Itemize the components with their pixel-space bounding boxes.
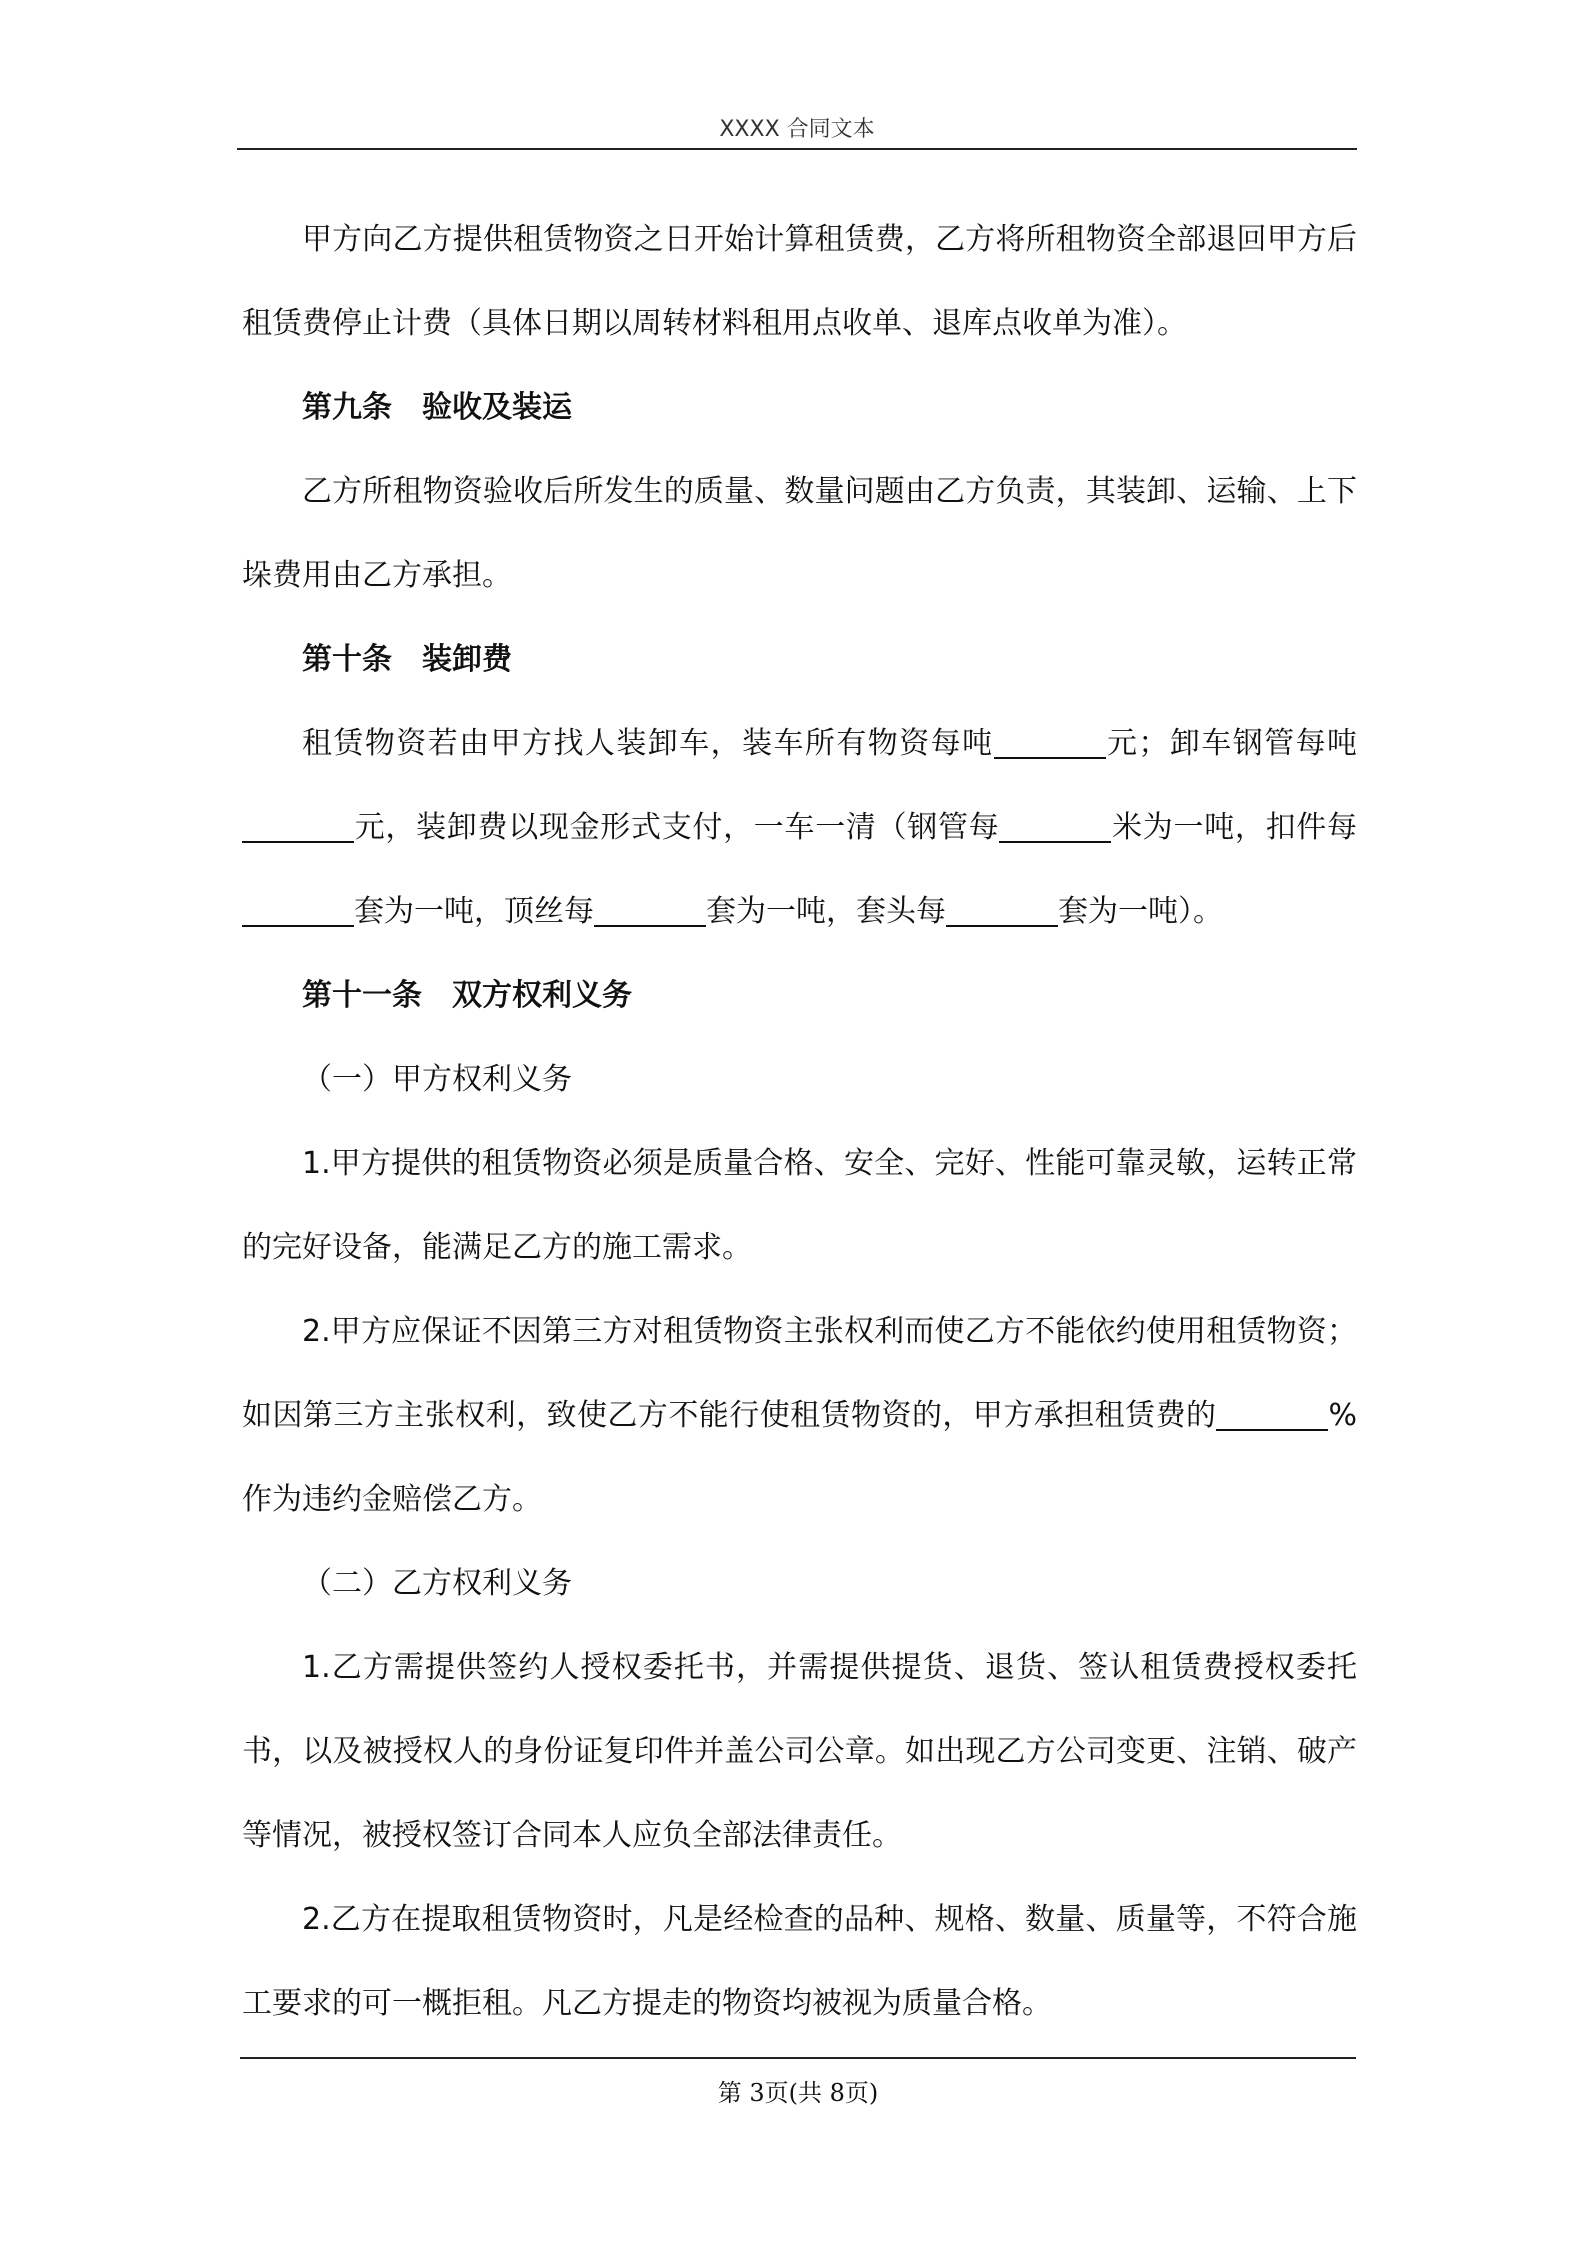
- footer-divider: [240, 2057, 1356, 2059]
- article-title: 双方权利义务: [452, 978, 632, 1013]
- document-body: [242, 198, 1357, 2046]
- fill-blank[interactable]: [1216, 1401, 1328, 1431]
- text-run: 元，装卸费以现金形式支付，一车一清（钢管每: [354, 810, 1000, 845]
- article-number: 第十一条: [302, 978, 422, 1013]
- article-9-heading: [242, 366, 1357, 450]
- paragraph-party-b-1: 1.乙方需提供签约人授权委托书，并需提供提货、退货、签认租赁费授权委托书，以及被授权人的身份证复印件并盖公司公章。如出现乙方公司变更、注销、破产等情况，被授权签订合同本人应负全部法律责任。: [242, 1650, 1357, 1853]
- paragraph-party-a-2: [242, 1290, 1357, 1542]
- text-run: 套为一吨，顶丝每: [354, 894, 594, 929]
- article-number: 第十条: [302, 642, 392, 677]
- fill-blank[interactable]: [242, 813, 354, 843]
- paragraph-handling-fee: [242, 702, 1357, 954]
- subsection-party-b: （二）乙方权利义务: [302, 1566, 572, 1601]
- page-number: 第 3页(共 8页): [717, 2079, 879, 2107]
- paragraph-party-a-1: 1.甲方提供的租赁物资必须是质量合格、安全、完好、性能可靠灵敏，运转正常的完好设备，能满足乙方的施工需求。: [242, 1146, 1357, 1265]
- paragraph-party-b-2: 2.乙方在提取租赁物资时，凡是经检查的品种、规格、数量、质量等，不符合施工要求的可一概拒租。凡乙方提走的物资均被视为质量合格。: [242, 1902, 1357, 2021]
- article-number: 第九条: [302, 390, 392, 425]
- page-header: XXXX 合同文本: [719, 117, 875, 142]
- article-10-heading: [242, 618, 1357, 702]
- header-divider: [237, 148, 1357, 150]
- paragraph-rent-period: 甲方向乙方提供租赁物资之日开始计算租赁费，乙方将所租物资全部退回甲方后租赁费停止计费（具体日期以周转材料租用点收单、退库点收单为准）。: [242, 222, 1357, 341]
- text-run: 2.甲方应保证不因第三方对租赁物资主张权利而使乙方不能依约使用租赁物资；如因第三方主张权利，致使乙方不能行使租赁物资的，甲方承担租赁费的: [242, 1314, 1357, 1433]
- text-run: 套为一吨，套头每: [706, 894, 946, 929]
- paragraph-acceptance: 乙方所租物资验收后所发生的质量、数量问题由乙方负责，其装卸、运输、上下垛费用由乙方承担。: [242, 474, 1357, 593]
- fill-blank[interactable]: [242, 897, 354, 927]
- fill-blank[interactable]: [946, 897, 1058, 927]
- text-run: 元；卸车钢管每吨: [1105, 726, 1358, 761]
- subsection-party-a: （一）甲方权利义务: [302, 1062, 572, 1097]
- text-run: 米为一吨，扣件每: [1111, 810, 1358, 845]
- fill-blank[interactable]: [999, 813, 1111, 843]
- text-run: 租赁物资若由甲方找人装卸车，装车所有物资每吨: [302, 726, 994, 761]
- article-11-heading: [242, 954, 1357, 1038]
- article-title: 验收及装运: [422, 390, 572, 425]
- text-run: %作为违约金赔偿乙方。: [242, 1398, 1357, 1517]
- fill-blank[interactable]: [594, 897, 706, 927]
- text-run: 套为一吨）。: [1058, 894, 1223, 929]
- fill-blank[interactable]: [994, 729, 1106, 759]
- article-title: 装卸费: [422, 642, 512, 677]
